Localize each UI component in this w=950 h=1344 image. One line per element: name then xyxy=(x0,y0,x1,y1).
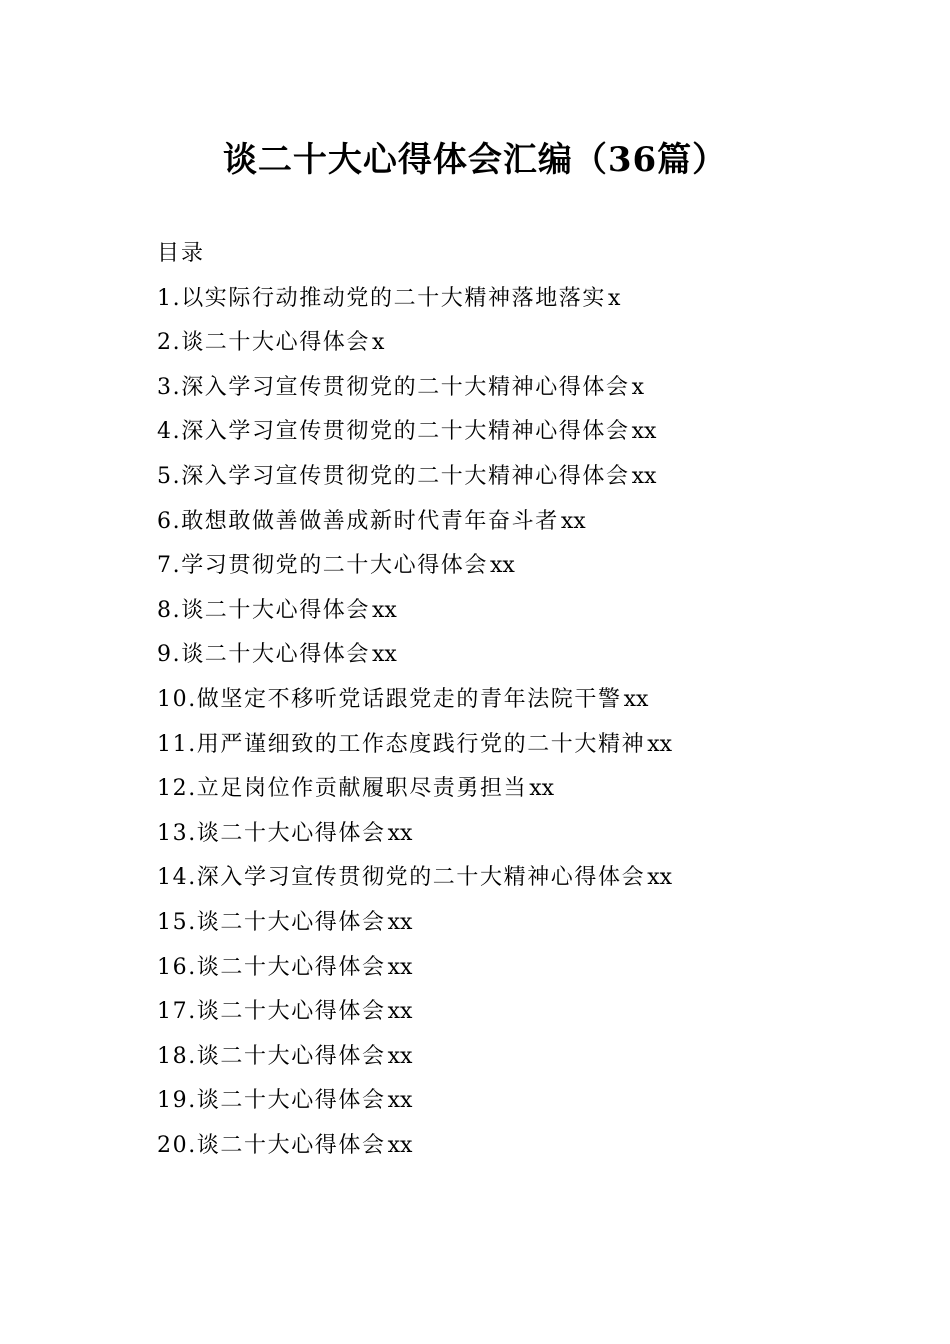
toc-item-title: 深入学习宣传贯彻党的二十大精神心得体会 xyxy=(196,865,646,891)
toc-item-page: xx xyxy=(387,954,413,980)
toc-item-title: 谈二十大心得体会 xyxy=(196,1043,386,1069)
toc-item[interactable] xyxy=(157,856,857,901)
toc-item-number: 6. xyxy=(157,508,182,534)
toc-item-title: 以实际行动推动党的二十大精神落地落实 xyxy=(181,285,607,311)
toc-item-number: 1. xyxy=(157,285,182,311)
toc-item[interactable] xyxy=(157,589,857,634)
toc-item-title: 学习贯彻党的二十大心得体会 xyxy=(181,553,489,579)
toc-item-title: 谈二十大心得体会 xyxy=(196,954,386,980)
toc-item-page: xx xyxy=(623,686,649,712)
toc-item-title: 深入学习宣传贯彻党的二十大精神心得体会 xyxy=(181,419,630,445)
toc-item[interactable] xyxy=(157,366,857,411)
toc-item-number: 8. xyxy=(157,597,182,623)
toc-item-number: 19. xyxy=(157,1088,197,1114)
toc-item-title: 谈二十大心得体会 xyxy=(196,820,386,846)
toc-item-title: 敢想敢做善做善成新时代青年奋斗者 xyxy=(181,508,559,534)
toc-item-title: 谈二十大心得体会 xyxy=(196,1132,386,1158)
toc-item-title: 谈二十大心得体会 xyxy=(196,909,386,935)
toc-item-title: 谈二十大心得体会 xyxy=(196,1088,386,1114)
toc-item-title: 立足岗位作贡献履职尽责勇担当 xyxy=(196,776,528,802)
toc-item[interactable] xyxy=(157,812,857,857)
toc-item-number: 7. xyxy=(157,553,182,579)
toc-item[interactable] xyxy=(157,990,857,1035)
toc-item-page: x xyxy=(608,285,621,311)
toc-item-page: xx xyxy=(387,909,413,935)
toc-item-number: 15. xyxy=(157,909,197,935)
toc-item[interactable] xyxy=(157,500,857,545)
toc-item-page: xx xyxy=(387,820,413,846)
document-title: 谈二十大心得体会汇编（36篇） xyxy=(222,140,728,180)
toc-item-title: 谈二十大心得体会 xyxy=(181,642,371,668)
toc-item-page: xx xyxy=(560,508,586,534)
toc-item-page: x xyxy=(631,374,645,400)
toc-item[interactable] xyxy=(157,1035,857,1080)
toc-item[interactable] xyxy=(157,277,857,322)
toc-item-number: 4. xyxy=(157,419,182,445)
toc-item-number: 16. xyxy=(157,954,197,980)
toc-item-number: 18. xyxy=(157,1043,197,1069)
toc-item-page: xx xyxy=(372,642,397,668)
toc-item-number: 20. xyxy=(157,1132,197,1158)
toc-item-title: 用严谨细致的工作态度践行党的二十大精神 xyxy=(196,731,646,757)
toc-item-number: 10. xyxy=(157,686,197,712)
toc-heading: 目录 xyxy=(157,241,206,266)
toc-item-page: xx xyxy=(387,1132,413,1158)
toc-item[interactable] xyxy=(157,544,857,589)
toc-item[interactable] xyxy=(157,946,857,991)
toc-item[interactable] xyxy=(157,678,857,723)
toc-item-page: x xyxy=(372,330,385,356)
toc-item-page: xx xyxy=(490,553,515,579)
toc-item-page: xx xyxy=(372,597,397,623)
toc-item-title: 深入学习宣传贯彻党的二十大精神心得体会 xyxy=(181,463,630,489)
toc-item-number: 5. xyxy=(157,463,182,489)
toc-item[interactable] xyxy=(157,321,857,366)
toc-item-title: 谈二十大心得体会 xyxy=(181,597,371,623)
toc-item[interactable] xyxy=(157,767,857,812)
toc-item[interactable] xyxy=(157,633,857,678)
toc-item-page: xx xyxy=(647,731,673,757)
toc-item[interactable] xyxy=(157,723,857,768)
toc-item-number: 3. xyxy=(157,374,182,400)
toc-item-page: xx xyxy=(387,1088,413,1114)
toc-item-number: 13. xyxy=(157,820,197,846)
toc-item-number: 14. xyxy=(157,865,197,891)
toc-item-page: xx xyxy=(387,999,413,1025)
toc-item-page: xx xyxy=(631,463,657,489)
toc-item[interactable] xyxy=(157,901,857,946)
toc-item-page: xx xyxy=(387,1043,413,1069)
toc-item[interactable] xyxy=(157,1079,857,1124)
toc-item-page: xx xyxy=(647,865,673,891)
toc-item[interactable] xyxy=(157,455,857,500)
toc-item-title: 深入学习宣传贯彻党的二十大精神心得体会 xyxy=(181,374,630,400)
table-of-contents xyxy=(157,232,857,1168)
toc-item-number: 12. xyxy=(157,776,197,802)
toc-item-number: 2. xyxy=(157,330,182,356)
toc-item-number: 11. xyxy=(157,731,197,757)
toc-item-title: 谈二十大心得体会 xyxy=(181,330,371,356)
toc-item-title: 做坚定不移听党话跟党走的青年法院干警 xyxy=(196,686,622,712)
toc-item-page: xx xyxy=(529,776,555,802)
toc-item-number: 17. xyxy=(157,999,197,1025)
toc-item-number: 9. xyxy=(157,642,182,668)
toc-item-title: 谈二十大心得体会 xyxy=(196,999,386,1025)
toc-item[interactable] xyxy=(157,410,857,455)
toc-item-page: xx xyxy=(631,419,657,445)
toc-item[interactable] xyxy=(157,1124,857,1169)
toc-list xyxy=(157,277,857,1169)
